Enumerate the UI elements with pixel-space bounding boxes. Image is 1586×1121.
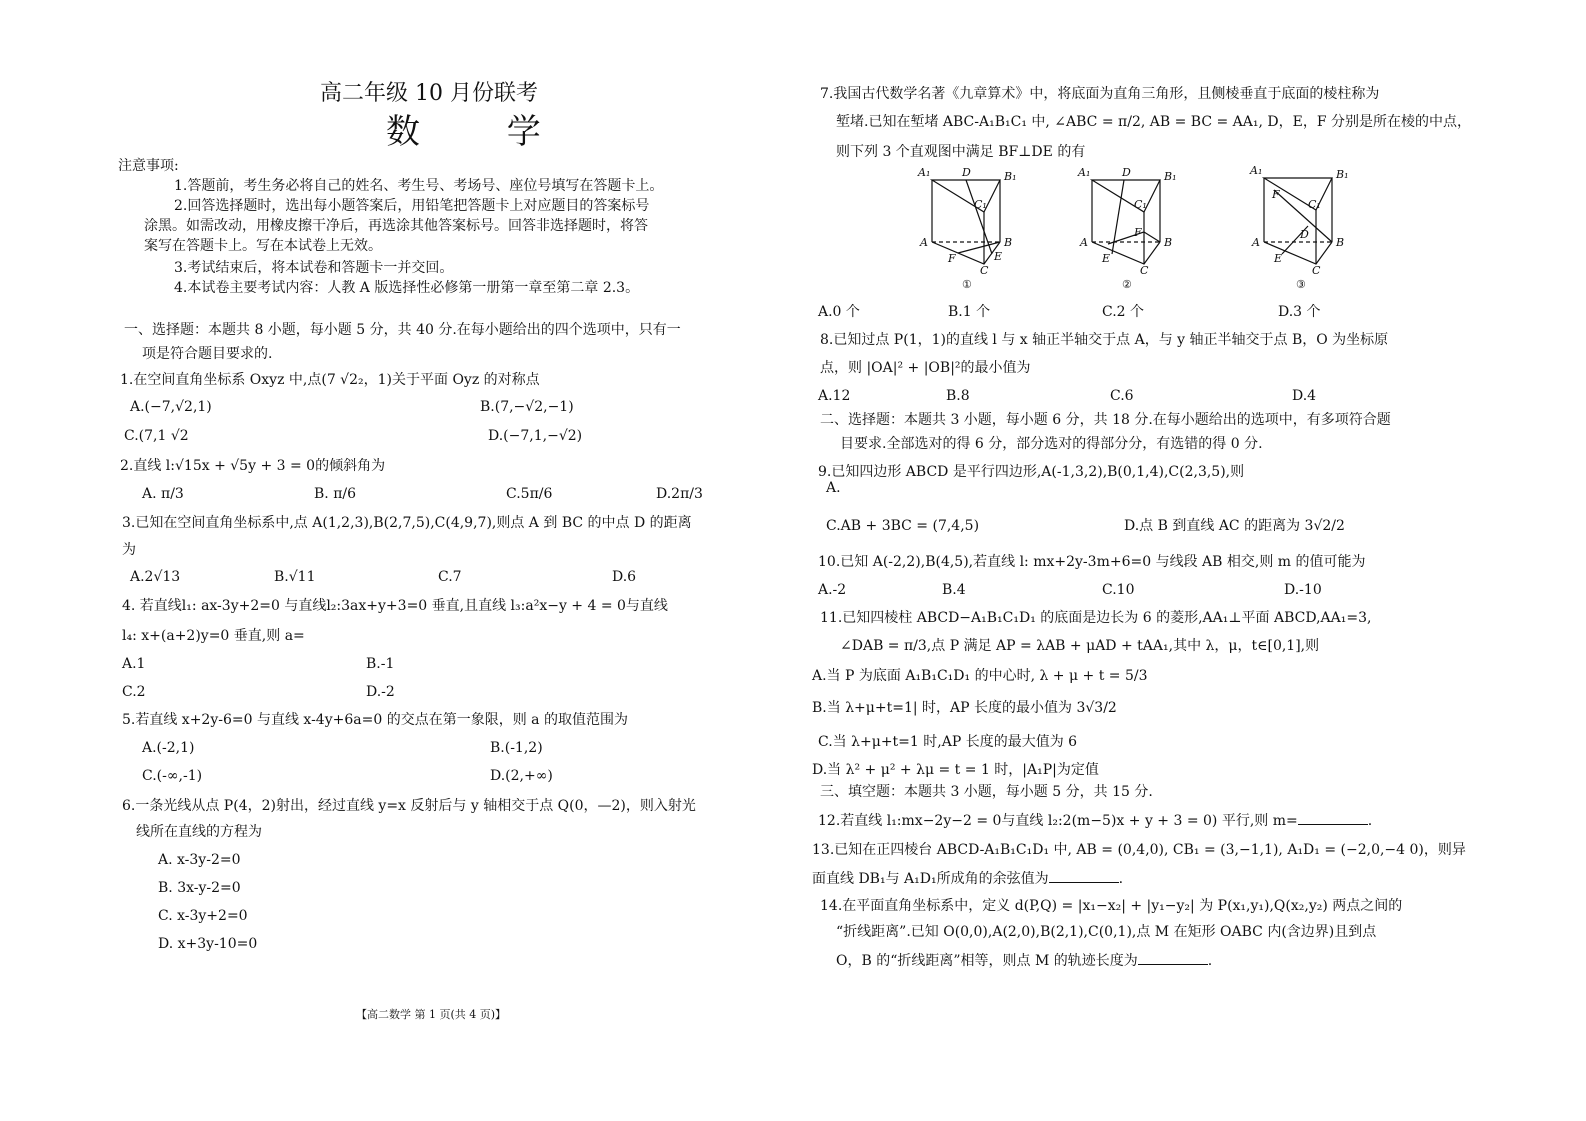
option-c: C.当 λ+μ+t=1 时,AP 长度的最大值为 6	[818, 734, 1078, 750]
option-d: D.-10	[1284, 582, 1322, 598]
label-f: F	[1272, 188, 1280, 201]
question-stem: 7.我国古代数学名著《九章算术》中，将底面为直角三角形，且侧棱垂直于底面的棱柱称为	[820, 86, 1380, 102]
label-b1: B₁	[1164, 170, 1177, 183]
figure-number: ②	[1122, 278, 1132, 291]
option-b: B.(-1,2)	[490, 740, 543, 756]
top-face	[1092, 180, 1160, 212]
question-stem: l₄: x+(a+2)y=0 垂直,则 a=	[122, 628, 305, 644]
option-c: C.(7,1 √2	[124, 428, 189, 444]
option-a: A. π/3	[142, 486, 184, 502]
question-stem: 2.直线 l:√15x + √5y + 3 = 0的倾斜角为	[120, 458, 386, 474]
label-d: D	[1122, 166, 1131, 179]
question-stem: 线所在直线的方程为	[136, 824, 262, 840]
question-stem: 6.一条光线从点 P(4，2)射出，经过直线 y=x 反射后与 y 轴相交于点 Q(0，—2)，则入射光	[122, 798, 696, 814]
option-d: D.当 λ² + μ² + λμ = t = 1 时，|A₁P|为定值	[812, 762, 1099, 778]
option-c: C.AB + 3BC = (7,4,5)	[826, 518, 980, 534]
section-heading: 目要求.全部选对的得 6 分，部分选对的得部分分，有选错的得 0 分.	[840, 436, 1263, 452]
section-heading: 三、填空题：本题共 3 小题，每小题 5 分，共 15 分.	[820, 784, 1153, 800]
option-a: A.0 个	[818, 304, 860, 320]
question-stem: 11.已知四棱柱 ABCD−A₁B₁C₁D₁ 的底面是边长为 6 的菱形,AA₁⊥平面 ABCD,AA₁=3,	[820, 610, 1372, 626]
section-heading: 一、选择题：本题共 8 小题，每小题 5 分，共 40 分.在每小题给出的四个选项中，只有一	[124, 322, 681, 338]
question-stem: ∠DAB = π/3,点 P 满足 AP = λAB + μAD + tAA₁,其中 λ，μ，t∈[0,1],则	[840, 638, 1320, 654]
question-stem: 则下列 3 个直观图中满足 BF⊥DE 的有	[836, 144, 1086, 160]
question-stem: 4. 若直线l₁: ax-3y+2=0 与直线l₂:3ax+y+3=0 垂直,且直线 l₃:a²x−y + 4 = 0与直线	[122, 598, 668, 614]
option-a: A.	[826, 480, 841, 496]
option-d: D.2π/3	[656, 486, 703, 502]
notice-item: 1.答题前，考生务必将自己的姓名、考生号、考场号、座位号填写在答题卡上。	[174, 178, 664, 194]
label-c1: C₁	[974, 198, 987, 211]
option-c: C.(-∞,-1)	[142, 768, 203, 784]
question-stem: 10.已知 A(-2,2),B(4,5),若直线 l: mx+2y-3m+6=0 与线段 AB 相交,则 m 的值可能为	[818, 554, 1366, 570]
figure-number: ③	[1296, 278, 1306, 291]
question-text: 面直线 DB₁与 A₁D₁所成角的余弦值为	[812, 871, 1049, 887]
label-c1: C₁	[1308, 198, 1321, 211]
label-a: A	[920, 236, 928, 249]
question-stem	[836, 950, 1212, 971]
option-c: C.2	[122, 684, 146, 700]
subject-title: 数 学	[386, 112, 579, 152]
option-a: A.(−7,√2,1)	[130, 399, 212, 415]
label-a1: A₁	[1250, 164, 1263, 177]
notice-item: 2.回答选择题时，选出每小题答案后，用铅笔把答题卡上对应题目的答案标号	[174, 198, 650, 214]
prism-figure-1	[932, 180, 1003, 264]
notice-item: 3.考试结束后，将本试卷和答题卡一并交回。	[174, 260, 454, 276]
option-c: C.6	[1110, 388, 1134, 404]
option-d: D.(−7,1,−√2)	[488, 428, 583, 444]
label-e: E	[1102, 252, 1111, 265]
top-face	[932, 180, 1000, 212]
label-a1: A₁	[1078, 166, 1091, 179]
option-c: C. x-3y+2=0	[158, 908, 248, 924]
question-text: 12.若直线 l₁:mx−2y−2 = 0与直线 l₂:2(m−5)x + y + 3 = 0) 平行,则 m=	[818, 813, 1298, 829]
option-b: B. π/6	[314, 486, 357, 502]
option-d: D.(2,+∞)	[490, 768, 553, 784]
label-c: C	[1312, 264, 1321, 277]
answer-blank[interactable]	[1049, 868, 1119, 883]
question-stem: 3.已知在空间直角坐标系中,点 A(1,2,3),B(2,7,5),C(4,9,7),则点 A 到 BC 的中点 D 的距离	[122, 515, 692, 531]
label-b1: B₁	[1004, 170, 1017, 183]
question-stem: 点，则 |OA|² + |OB|²的最小值为	[820, 360, 1031, 376]
page-footer: 【高二数学 第 1 页(共 4 页)】	[356, 1008, 507, 1021]
label-b: B	[1336, 236, 1345, 249]
option-d: D.-2	[366, 684, 395, 700]
option-b: B.当 λ+μ+t=1| 时，AP 长度的最小值为 3√3/2	[812, 700, 1117, 716]
label-c: C	[1140, 264, 1149, 277]
option-b: B.8	[946, 388, 970, 404]
option-a: A. x-3y-2=0	[158, 852, 241, 868]
question-text: O，B 的“折线距离”相等，则点 M 的轨迹长度为	[836, 953, 1138, 969]
label-a1: A₁	[918, 166, 931, 179]
option-b: B. 3x-y-2=0	[158, 880, 241, 896]
question-end: .	[1367, 813, 1373, 829]
label-b1: B₁	[1336, 168, 1349, 181]
question-stem	[818, 810, 1372, 831]
section-heading: 二、选择题：本题共 3 小题，每小题 6 分，共 18 分.在每小题给出的选项中，有多项符合题	[820, 412, 1391, 428]
answer-blank[interactable]	[1298, 810, 1368, 825]
option-b: B.-1	[366, 656, 395, 672]
label-d: D	[962, 166, 971, 179]
question-stem: 堑堵.已知在堑堵 ABC-A₁B₁C₁ 中, ∠ABC = π/2, AB = BC = AA₁, D，E，F 分别是所在棱的中点，	[836, 114, 1472, 130]
prism-figures	[912, 162, 1452, 292]
label-f: F	[1134, 226, 1142, 239]
option-c: C.10	[1102, 582, 1135, 598]
question-stem: 8.已知过点 P(1，1)的直线 l 与 x 轴正半轴交于点 A，与 y 轴正半轴交于点 B，O 为坐标原	[820, 332, 1389, 348]
option-b: B.4	[942, 582, 966, 598]
option-a: A.12	[818, 388, 851, 404]
option-d: D.3 个	[1278, 304, 1321, 320]
label-d: D	[1300, 228, 1309, 241]
option-d: D.点 B 到直线 AC 的距离为 3√2/2	[1124, 518, 1345, 534]
option-a: A.(-2,1)	[142, 740, 195, 756]
question-end: .	[1207, 953, 1213, 969]
label-c: C	[980, 264, 989, 277]
exam-title: 高二年级 10 月份联考	[320, 81, 538, 106]
option-b: B.√11	[274, 569, 316, 585]
notice-item: 案写在答题卡上。写在本试卷上无效。	[144, 238, 382, 254]
label-e: E	[1274, 252, 1283, 265]
question-stem: 14.在平面直角坐标系中，定义 d(P,Q) = |x₁−x₂| + |y₁−y₂| 为 P(x₁,y₁),Q(x₂,y₂) 两点之间的	[820, 898, 1403, 914]
label-c1: C₁	[1134, 198, 1147, 211]
question-stem: 1.在空间直角坐标系 Oxyz 中,点(7 √2₂，1)关于平面 Oyz 的对称点	[120, 372, 540, 388]
question-stem: 为	[122, 542, 136, 558]
notice-heading: 注意事项:	[118, 158, 179, 174]
figure-number: ①	[962, 278, 972, 291]
question-end: .	[1118, 871, 1124, 887]
option-c: C.7	[438, 569, 462, 585]
option-a: A.-2	[818, 582, 847, 598]
label-b: B	[1164, 236, 1173, 249]
question-stem: 5.若直线 x+2y-6=0 与直线 x-4y+6a=0 的交点在第一象限，则 a 的取值范围为	[122, 712, 628, 728]
notice-item: 涂黑。如需改动，用橡皮擦干净后，再选涂其他答案标号。回答非选择题时，将答	[144, 218, 648, 234]
option-a: A.1	[122, 656, 146, 672]
label-a: A	[1252, 236, 1260, 249]
question-stem: 9.已知四边形 ABCD 是平行四边形,A(-1,3,2),B(0,1,4),C(2,3,5),则	[818, 464, 1245, 480]
option-c: C.2 个	[1102, 304, 1145, 320]
option-a: A.当 P 为底面 A₁B₁C₁D₁ 的中心时, λ + μ + t = 5/3	[812, 668, 1148, 684]
option-d: D. x+3y-10=0	[158, 936, 258, 952]
question-stem: 13.已知在正四棱台 ABCD-A₁B₁C₁D₁ 中, AB = (0,4,0), CB₁ = (3,−1,1), A₁D₁ = (−2,0,−4 0)，则异	[812, 842, 1466, 858]
question-stem	[812, 868, 1123, 889]
notice-item: 4.本试卷主要考试内容：人教 A 版选择性必修第一册第一章至第二章 2.3。	[174, 280, 640, 296]
question-stem: “折线距离”.已知 O(0,0),A(2,0),B(2,1),C(0,1),点 M 在矩形 OABC 内(含边界)且到点	[836, 924, 1377, 940]
label-f: F	[948, 252, 956, 265]
answer-blank[interactable]	[1138, 950, 1208, 965]
option-d: D.6	[612, 569, 637, 585]
option-b: B.1 个	[948, 304, 991, 320]
label-a: A	[1080, 236, 1088, 249]
label-e: E	[994, 250, 1003, 263]
section-heading: 项是符合题目要求的.	[142, 346, 273, 362]
option-d: D.4	[1292, 388, 1317, 404]
option-c: C.5π/6	[506, 486, 553, 502]
option-a: A.2√13	[130, 569, 181, 585]
option-b: B.(7,−√2,−1)	[480, 399, 574, 415]
label-b: B	[1004, 236, 1013, 249]
